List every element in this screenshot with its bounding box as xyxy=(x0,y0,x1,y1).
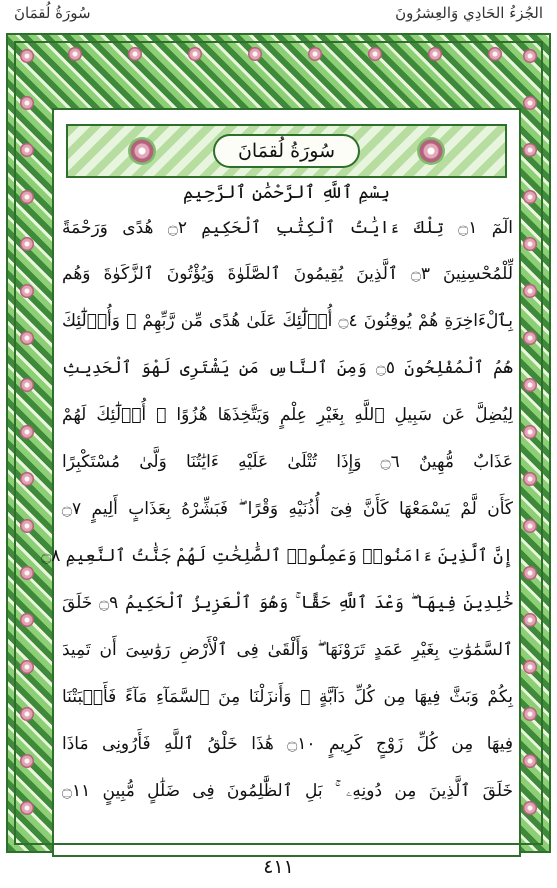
flower-ornament-icon xyxy=(20,707,34,721)
flower-ornament-icon xyxy=(20,613,34,627)
flower-ornament-icon xyxy=(523,519,537,533)
flower-ornament-icon xyxy=(523,378,537,392)
flower-ornament-icon xyxy=(523,190,537,204)
flower-ornament-icon xyxy=(488,47,502,61)
surah-title: سُورَةُ لُقمَانَ xyxy=(237,140,336,162)
basmala: بِسْمِ ٱللَّهِ ٱلرَّحْمَٰنِ ٱلرَّحِيمِ xyxy=(182,182,390,203)
page-number: ٤١١ xyxy=(263,856,294,878)
verse-line: بِكُمْ وَبَثَّ فِيهَا مِن كُلِّ دَآبَّةٍ ۚ وَأَنزَلْنَا مِنَ ٱلسَّمَآءِ مَآءً فَأَنۢبَتْنَا xyxy=(62,687,513,707)
flower-ornament-icon xyxy=(20,284,34,298)
flower-ornament-icon xyxy=(188,47,202,61)
verse-line: بِٱلْءَاخِرَةِ هُمْ يُوقِنُونَ ۝٤ أُو۟لَٰٓئِكَ عَلَىٰ هُدًى مِّن رَّبِّهِمْ ۖ وَأُو۟لَٰٓئِكَ xyxy=(62,311,513,331)
flower-ornament-icon xyxy=(20,566,34,580)
flower-ornament-icon xyxy=(20,754,34,768)
verse-line: الٓمٓ ۝١ تِلْكَ ءَايَٰتُ ٱلْكِتَٰبِ ٱلْحَكِيمِ ۝٢ هُدًى وَرَحْمَةً xyxy=(62,218,513,238)
verse-line: ٱلسَّمَٰوَٰتِ بِغَيْرِ عَمَدٍ تَرَوْنَهَا ۖ وَأَلْقَىٰ فِى ٱلْأَرْضِ رَوَٰسِىَ أَن تَمِيدَ xyxy=(62,640,513,660)
verse-line: لِّلْمُحْسِنِينَ ۝٣ ٱلَّذِينَ يُقِيمُونَ ٱلصَّلَوٰةَ وَيُؤْتُونَ ٱلزَّكَوٰةَ وَهُم xyxy=(62,264,513,284)
flower-ornament-icon xyxy=(523,237,537,251)
verse-line: خَلَقَ ٱلَّذِينَ مِن دُونِهِۦ ۚ بَلِ ٱلظَّٰلِمُونَ فِى ضَلَٰلٍ مُّبِينٍ ۝١١ xyxy=(62,781,513,801)
flower-ornament-icon xyxy=(523,143,537,157)
flower-ornament-icon xyxy=(523,472,537,486)
flower-ornament-icon xyxy=(523,566,537,580)
flower-ornament-icon xyxy=(128,47,142,61)
flower-ornament-icon xyxy=(523,96,537,110)
flower-ornament-icon xyxy=(523,284,537,298)
text-panel xyxy=(41,108,521,857)
verse-line: عَذَابٌ مُّهِينٌ ۝٦ وَإِذَا تُتْلَىٰ عَلَيْهِ ءَايَٰتُنَا وَلَّىٰ مُسْتَكْبِرًا xyxy=(62,452,513,472)
flower-ornament-icon xyxy=(20,190,34,204)
flower-ornament-icon xyxy=(308,47,322,61)
flower-ornament-icon xyxy=(20,49,34,63)
flower-ornament-icon xyxy=(523,425,537,439)
verse-line: لِيُضِلَّ عَن سَبِيلِ ٱللَّهِ بِغَيْرِ عِلْمٍ وَيَتَّخِذَهَا هُزُوًا ۚ أُو۟لَٰٓئِكَ لَهُمْ xyxy=(62,405,513,425)
verse-line: فِيهَا مِن كُلِّ زَوْجٍ كَرِيمٍ ۝١٠ هَٰذَا خَلْقُ ٱللَّهِ فَأَرُونِى مَاذَا xyxy=(62,734,513,754)
ornamental-border xyxy=(6,33,551,853)
flower-ornament-icon xyxy=(248,47,262,61)
verse-line: هُمُ ٱلْمُفْلِحُونَ ۝٥ وَمِنَ ٱلنَّاسِ مَن يَشْتَرِى لَهْوَ ٱلْحَدِيثِ xyxy=(62,358,513,378)
page-header xyxy=(0,0,557,30)
flower-ornament-icon xyxy=(523,754,537,768)
flower-ornament-icon xyxy=(523,707,537,721)
flower-ornament-icon xyxy=(428,47,442,61)
verse-line: إِنَّ ٱلَّذِينَ ءَامَنُوا۟ وَعَمِلُوا۟ ٱلصَّٰلِحَٰتِ لَهُمْ جَنَّٰتُ ٱلنَّعِيمِ ۝٨ xyxy=(41,546,513,566)
flower-ornament-icon xyxy=(20,472,34,486)
flower-ornament-icon xyxy=(20,801,34,815)
flower-ornament-icon xyxy=(20,660,34,674)
rosette-ornament-icon xyxy=(128,137,156,165)
flower-ornament-icon xyxy=(20,519,34,533)
rosette-ornament-icon xyxy=(417,137,445,165)
surah-title-cartouche xyxy=(213,134,360,168)
verse-line: كَأَن لَّمْ يَسْمَعْهَا كَأَنَّ فِىٓ أُذُنَيْهِ وَقْرًا ۖ فَبَشِّرْهُ بِعَذَابٍ أَلِيمٍ ۝٧ xyxy=(62,499,513,519)
flower-ornament-icon xyxy=(523,660,537,674)
flower-ornament-icon xyxy=(523,801,537,815)
surah-title-band xyxy=(66,124,507,178)
flower-ornament-icon xyxy=(368,47,382,61)
flower-ornament-icon xyxy=(20,143,34,157)
flower-ornament-icon xyxy=(20,378,34,392)
juz-name-header: الجُزءُ الحَادِي وَالعِشرُونَ xyxy=(395,4,543,22)
surah-name-header: سُورَةُ لُقمَانَ xyxy=(14,4,91,22)
flower-ornament-icon xyxy=(20,237,34,251)
flower-ornament-icon xyxy=(20,331,34,345)
flower-ornament-icon xyxy=(523,331,537,345)
flower-ornament-icon xyxy=(523,613,537,627)
flower-ornament-icon xyxy=(68,47,82,61)
flower-ornament-icon xyxy=(20,425,34,439)
verse-line: خَٰلِدِينَ فِيهَا ۖ وَعْدَ ٱللَّهِ حَقًّا ۚ وَهُوَ ٱلْعَزِيزُ ٱلْحَكِيمُ ۝٩ خَلَقَ xyxy=(62,593,513,613)
flower-ornament-icon xyxy=(523,49,537,63)
flower-ornament-icon xyxy=(20,96,34,110)
